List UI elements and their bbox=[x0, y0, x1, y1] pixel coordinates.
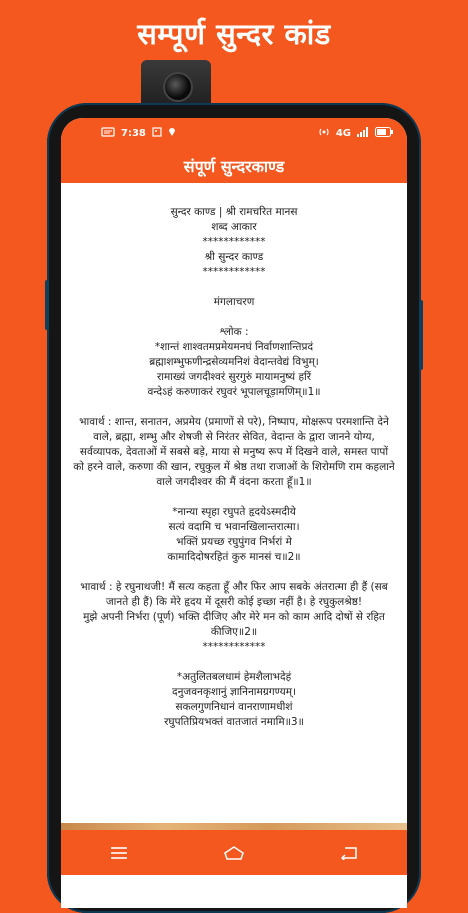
text-line: ************ bbox=[202, 236, 266, 248]
location-icon bbox=[168, 127, 176, 140]
home-button[interactable] bbox=[214, 838, 254, 868]
text-line: भक्तिं प्रयच्छ रघुपुंगव निर्भरां मे bbox=[176, 536, 292, 548]
text-line: ************ bbox=[202, 266, 266, 278]
text-line: *नान्या स्पृहा रघुपते हृदयेऽस्मदीये bbox=[172, 506, 296, 518]
menu-icon bbox=[110, 846, 128, 860]
text-line: श्लोक : bbox=[219, 326, 249, 338]
text-line: रघुपतिप्रियभक्तं वातजातं नमामि॥3॥ bbox=[164, 716, 304, 728]
text-line: मुझे अपनी निर्भरा (पूर्ण) भक्ति दीजिए और मेरे मन को काम आदि दोषों से रहित कीजिए॥2॥ bbox=[83, 611, 389, 638]
battery-icon bbox=[375, 127, 393, 140]
signal-icon bbox=[357, 127, 369, 140]
text-line: सकलगुणनिधानं वानराणामधीशं bbox=[175, 701, 293, 713]
text-line: भावार्थ : शान्त, सनातन, अप्रमेय (प्रमाणों से परे), निष्पाप, मोक्षरूप परमशान्ति देने वाले, ब्रह्मा, शम्भु और शेषजी से निरंतर सेवित, वेदान्त के द्वारा जानने योग्य, bbox=[79, 416, 393, 443]
text-line: भावार्थ : हे रघुनाथजी! मैं सत्य कहता हूँ और फिर आप सबके अंतरात्मा ही हैं (सब जानते ही हैं) कि मेरे हृदय में दूसरी कोई इच्छा नहीं है। हे रघुकुलश्रेष्ठ! bbox=[80, 581, 392, 608]
back-icon bbox=[340, 846, 358, 860]
text-line bbox=[73, 310, 395, 325]
text-line: सत्यं वदामि च भवानखिलान्तरात्मा। bbox=[168, 521, 300, 533]
menu-button[interactable] bbox=[99, 838, 139, 868]
text-line: वन्देऽहं करुणाकरं रघुवरं भूपालचूड़ामणिम्‌॥1॥ bbox=[147, 386, 321, 398]
text-line: ब्रह्माशम्भुफणीन्द्रसेव्यमनिशं वेदान्तवेद्यं विभुम्‌। bbox=[149, 356, 319, 368]
status-time: 7:38 bbox=[121, 127, 146, 139]
text-line: श्री सुन्दर काण्ड bbox=[204, 251, 264, 263]
hotspot-icon bbox=[318, 127, 330, 140]
text-line: सर्वव्यापक, देवताओं में सबसे बड़े, माया से मनुष्य रूप में दिखने वाले, समस्त पापों को हरने वाले, करुणा की खान, रघुकुल में श्रेष्ठ तथा राजाओं के शिरोमणि राम कहलाने वाले जगदीश्वर की मैं वंदना करता हूँ॥1॥ bbox=[73, 446, 399, 488]
phone-side-button bbox=[45, 280, 49, 330]
text-line: सुन्दर काण्ड | श्री रामचरित मानस bbox=[170, 206, 298, 218]
gallery-icon bbox=[152, 127, 162, 140]
text-line: मंगलाचरण bbox=[213, 296, 255, 308]
network-type: 4G bbox=[335, 127, 351, 139]
navigation-bar bbox=[61, 830, 407, 875]
status-bar bbox=[61, 118, 407, 148]
notification-icon bbox=[101, 127, 115, 140]
phone-volume-button bbox=[419, 300, 423, 370]
text-line: रामाख्यं जगदीश्वरं सुरगुरुं मायामनुष्यं हरिं bbox=[156, 371, 312, 383]
text-line: कामादिदोषरहितं कुरु मानसं च॥2॥ bbox=[167, 551, 301, 563]
phone-screen bbox=[61, 118, 407, 908]
text-line bbox=[73, 400, 395, 415]
text-line: ************ bbox=[202, 641, 266, 653]
text-line bbox=[73, 655, 395, 670]
app-title: संपूर्ण सुन्दरकाण्ड bbox=[183, 156, 285, 176]
promo-title: सम्पूर्ण सुन्दर कांड bbox=[137, 17, 331, 51]
text-line bbox=[73, 490, 395, 505]
back-button[interactable] bbox=[329, 838, 369, 868]
text-content[interactable] bbox=[61, 183, 407, 823]
text-line: शब्द आकार bbox=[211, 221, 257, 233]
camera-lens-icon bbox=[163, 72, 193, 102]
text-line: *शान्तं शाश्वतमप्रमेयमनघं निर्वाणशान्तिप्रदं bbox=[154, 341, 314, 353]
text-line bbox=[73, 280, 395, 295]
text-line bbox=[73, 565, 395, 580]
text-line: दनुजवनकृशानुं ज्ञानिनामग्रगण्यम्‌। bbox=[172, 686, 296, 698]
app-header bbox=[61, 148, 407, 183]
home-icon bbox=[223, 845, 245, 861]
text-line: *अतुलितबलधामं हेमशैलाभदेहं bbox=[176, 671, 292, 683]
